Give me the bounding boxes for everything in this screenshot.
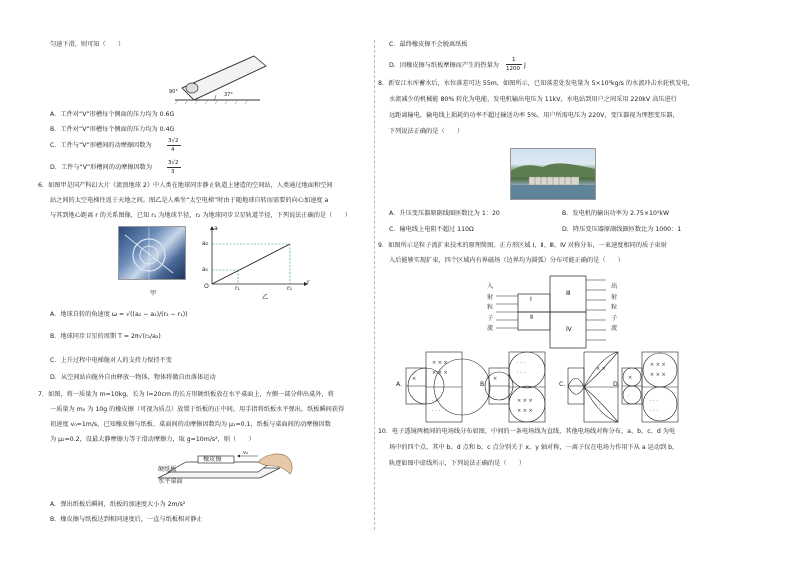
q8-line-3: 远距离输电，输电线上损耗的功率不超过输送功率 5%，用户所需电压为 220V，变压器视为理想变压器， (389, 112, 679, 119)
q5-continuation: 匀速下滑，则可知（ ） (50, 41, 125, 48)
q8-option-a[interactable]: A．升压变压器原副线圈匝数比为 1：20 (389, 210, 500, 217)
choice-a-figure[interactable] (404, 350, 490, 424)
q8-line-4: 下列说法正确的是（ ） (389, 128, 464, 135)
table-label: 水平桌面 (158, 478, 183, 485)
choice-d-label[interactable]: D. (613, 381, 620, 388)
svg-text:· · ·: · · · (650, 408, 658, 414)
q6-option-d[interactable]: D．从空间站向舱外自由释放一物体，物体将做自由落体运动 (50, 374, 216, 381)
outgoing-beam-label (611, 282, 617, 335)
q6-option-b[interactable]: B．地球同步卫星的周期 T = 2π√(r₂/a₂) (50, 333, 161, 340)
q7-line-2: 一质量为 m₀ 为 10g 的橡皮擦（可视为质点）放置于纸板的正中间，用手指将纸板水平弹出，纸板瞬间获得 (50, 406, 345, 413)
q5-option-d[interactable]: D．工件与“V”形槽间的动摩擦因数为 (50, 164, 153, 171)
q9-line-2: 入后能够实现扩束，四个区域内有界磁场（边界均为圆弧）分布可能正确的是（ ） (389, 257, 625, 264)
q7-option-b[interactable]: B．橡皮擦与纸板达到相同速度后，一直与纸板相对静止 (50, 516, 203, 523)
eraser-label: 橡皮擦 (203, 456, 222, 463)
svg-text:× × ×: × × × (432, 360, 448, 366)
graph-a1-label: a₁ (202, 266, 209, 273)
region-1-label: Ⅰ (530, 296, 532, 303)
svg-text:× × ×: × × × (517, 408, 533, 414)
q7-option-d-num: 1 (512, 57, 516, 63)
svg-text:×: × (412, 376, 417, 382)
svg-text:· · ·: · · · (517, 370, 525, 376)
q7-option-a[interactable]: A．弹出纸板后瞬间，纸板的加速度大小为 2m/s² (50, 501, 186, 508)
v0-label: v₀ (243, 450, 248, 456)
q5-option-c[interactable]: C．工件与“V”形槽间的动摩擦因数为 (50, 142, 152, 149)
q5-option-c-den: 4 (171, 147, 175, 153)
q8-option-b[interactable]: B．发电机的输出功率为 2.75×10⁵kW (562, 210, 670, 217)
angle-37-label: 37° (224, 92, 233, 98)
svg-text:· · ·: · · · (432, 398, 440, 404)
q10-line-3: 轨迹如图中虚线所示，下列说法正确的是（ ） (389, 460, 526, 467)
q6-option-a[interactable]: A．地球自转的角速度 ω = √((a₂ − a₁)/(r₂ − r₁)) (50, 311, 188, 318)
q6-line-1: 6．如图甲是国产科幻大片《流浪地球 2》中人类在地球同步静止轨道上建造的空间站，人类通过地面和空间 (38, 182, 333, 189)
q7-line-1: 7．如图，将一质量为 m=10kg、长为 l=20cm 的长方形硬纸板放在水平桌面上，左侧一部分伸出桌外，将 (38, 391, 334, 398)
graph-r2-label: r₂ (287, 285, 293, 292)
figure-jia-label: 甲 (150, 290, 157, 297)
incident-beam-char: 射 (487, 293, 494, 301)
choice-c-label[interactable]: C. (559, 381, 566, 388)
q8-option-c[interactable]: C．输电线上电阻不超过 110Ω (389, 226, 474, 233)
figure-yi-label: 乙 (262, 294, 269, 301)
acceleration-radius-graph (200, 226, 310, 292)
svg-text:× × ×: × × × (517, 398, 533, 404)
graph-origin-label: O (204, 283, 209, 290)
svg-text:× × ×: × × × (432, 370, 448, 376)
space-elevator-photo (118, 226, 186, 280)
q7-option-c[interactable]: C．最终橡皮擦不会脱离纸板 (389, 41, 468, 48)
q8-option-d[interactable]: D．降压变压器原副线圈匝数比为 1000：1 (562, 226, 682, 233)
svg-text:· · ·: · · · (650, 398, 658, 404)
outgoing-beam-char: 子 (611, 314, 618, 322)
q5-option-a[interactable]: A．工件对“V”形槽每个侧面的压力均为 0.6G (50, 111, 175, 118)
q6-option-c[interactable]: C．上升过程中电梯舱对人的支持力保持不变 (50, 357, 172, 364)
board-label: 硬纸板 (158, 466, 177, 473)
q7-option-d[interactable]: D．因橡皮擦与纸板摩擦而产生的热量为 (389, 62, 499, 69)
q6-line-3: 与其到地心距离 r 的关系图像，已知 r₁ 为地球半径，r₂ 为地球同步卫星轨道半径，下列说法正确的是（ ） (50, 212, 351, 219)
incident-beam-char: 入 (487, 283, 494, 290)
choice-d-figure[interactable] (620, 350, 690, 424)
v-groove-figure (170, 48, 270, 106)
outgoing-beam-char: 粒 (611, 304, 618, 311)
q6-line-2: 站之间的太空电梯往返于天地之间。图乙是人乘坐“太空电梯”时由于随地球自转而需要的向心加速度 a (50, 197, 329, 204)
svg-text:· · ·: · · · (517, 360, 525, 366)
q7-option-d-unit: J (524, 62, 526, 69)
q5-option-d-num: 3√2 (168, 160, 179, 166)
q7-option-d-den: 1200 (506, 66, 520, 72)
q10-line-2: 场中的四个点，其中 b、d 点和 b、c 点分别关于 x、y 轴对称，一离子仅在电场力作用下从 a 运动到 b， (389, 444, 679, 451)
graph-axis-r: r (307, 279, 310, 286)
svg-text:· ·: · · (596, 402, 601, 408)
q8-line-2: 水流减少的机械能 80% 转化为电能，发电机输出电压为 11kV，水电站到用户之间采用 220kV 高压进行 (389, 96, 677, 103)
graph-r1-label: r₁ (235, 285, 241, 292)
q7-line-3: 初速度 v₀=1m/s，已知橡皮擦与纸板、桌面间的动摩擦因数均为 μ₁=0.1，纸板与桌面间的动摩擦因数 (50, 421, 331, 428)
region-2-label: Ⅱ (530, 314, 534, 321)
incident-beam-char: 流 (487, 325, 494, 332)
hydropower-dam-photo (510, 148, 596, 200)
q10-line-1: 10．电子透镜两极间的电场线分布如图，中间的一条电场线为直线，其他电场线对称分布，a、b、c、d 为电 (378, 428, 676, 435)
outgoing-beam-char: 流 (611, 325, 618, 332)
q5-option-d-den: 3 (171, 169, 175, 175)
svg-text:·: · (493, 394, 495, 400)
angle-90-label: 90° (169, 89, 178, 95)
region-4-label: Ⅳ (566, 326, 572, 333)
column-divider (374, 40, 375, 530)
svg-text:· · ·: · · · (432, 408, 440, 414)
graph-axis-a: a (214, 225, 218, 232)
q5-option-c-num: 3√2 (168, 138, 179, 144)
outgoing-beam-char: 射 (611, 293, 618, 301)
choice-a-label[interactable]: A. (396, 381, 403, 388)
svg-text:× ×: × × (596, 366, 606, 372)
svg-text:·: · (628, 393, 630, 399)
incident-beam-char: 粒 (487, 304, 494, 311)
region-3-label: Ⅲ (566, 290, 571, 297)
q9-line-1: 9．如图所示是粒子流扩束技术的原理简图。正方形区域 Ⅰ、Ⅱ、Ⅲ、Ⅳ 对称分布，一束速度相同的质子束射 (378, 242, 667, 249)
outgoing-beam-char: 出 (611, 283, 618, 290)
incident-beam-label (487, 282, 493, 335)
svg-text:·: · (412, 394, 414, 400)
beam-expansion-figure (494, 272, 614, 352)
svg-text:×: × (493, 376, 498, 382)
choice-b-label[interactable]: B. (480, 381, 487, 388)
q5-option-b[interactable]: B．工件对“V”形槽每个侧面的压力均为 0.4G (50, 126, 175, 133)
svg-text:×: × (628, 375, 633, 381)
incident-beam-char: 子 (487, 314, 494, 322)
svg-text:× × ×: × × × (650, 372, 666, 378)
svg-text:× × ×: × × × (650, 362, 666, 368)
q7-line-4: 为 μ₂=0.2，设最大静摩擦力等于滑动摩擦力，取 g=10m/s²，则（ ） (50, 436, 255, 443)
graph-a2-label: a₂ (202, 240, 209, 247)
q8-line-1: 8．新安江水库蓄水后，水位落差可达 55m，如图所示，已知落差处发电量为 5×10⁵kg/s 的水流冲击水轮机发电， (378, 80, 694, 87)
